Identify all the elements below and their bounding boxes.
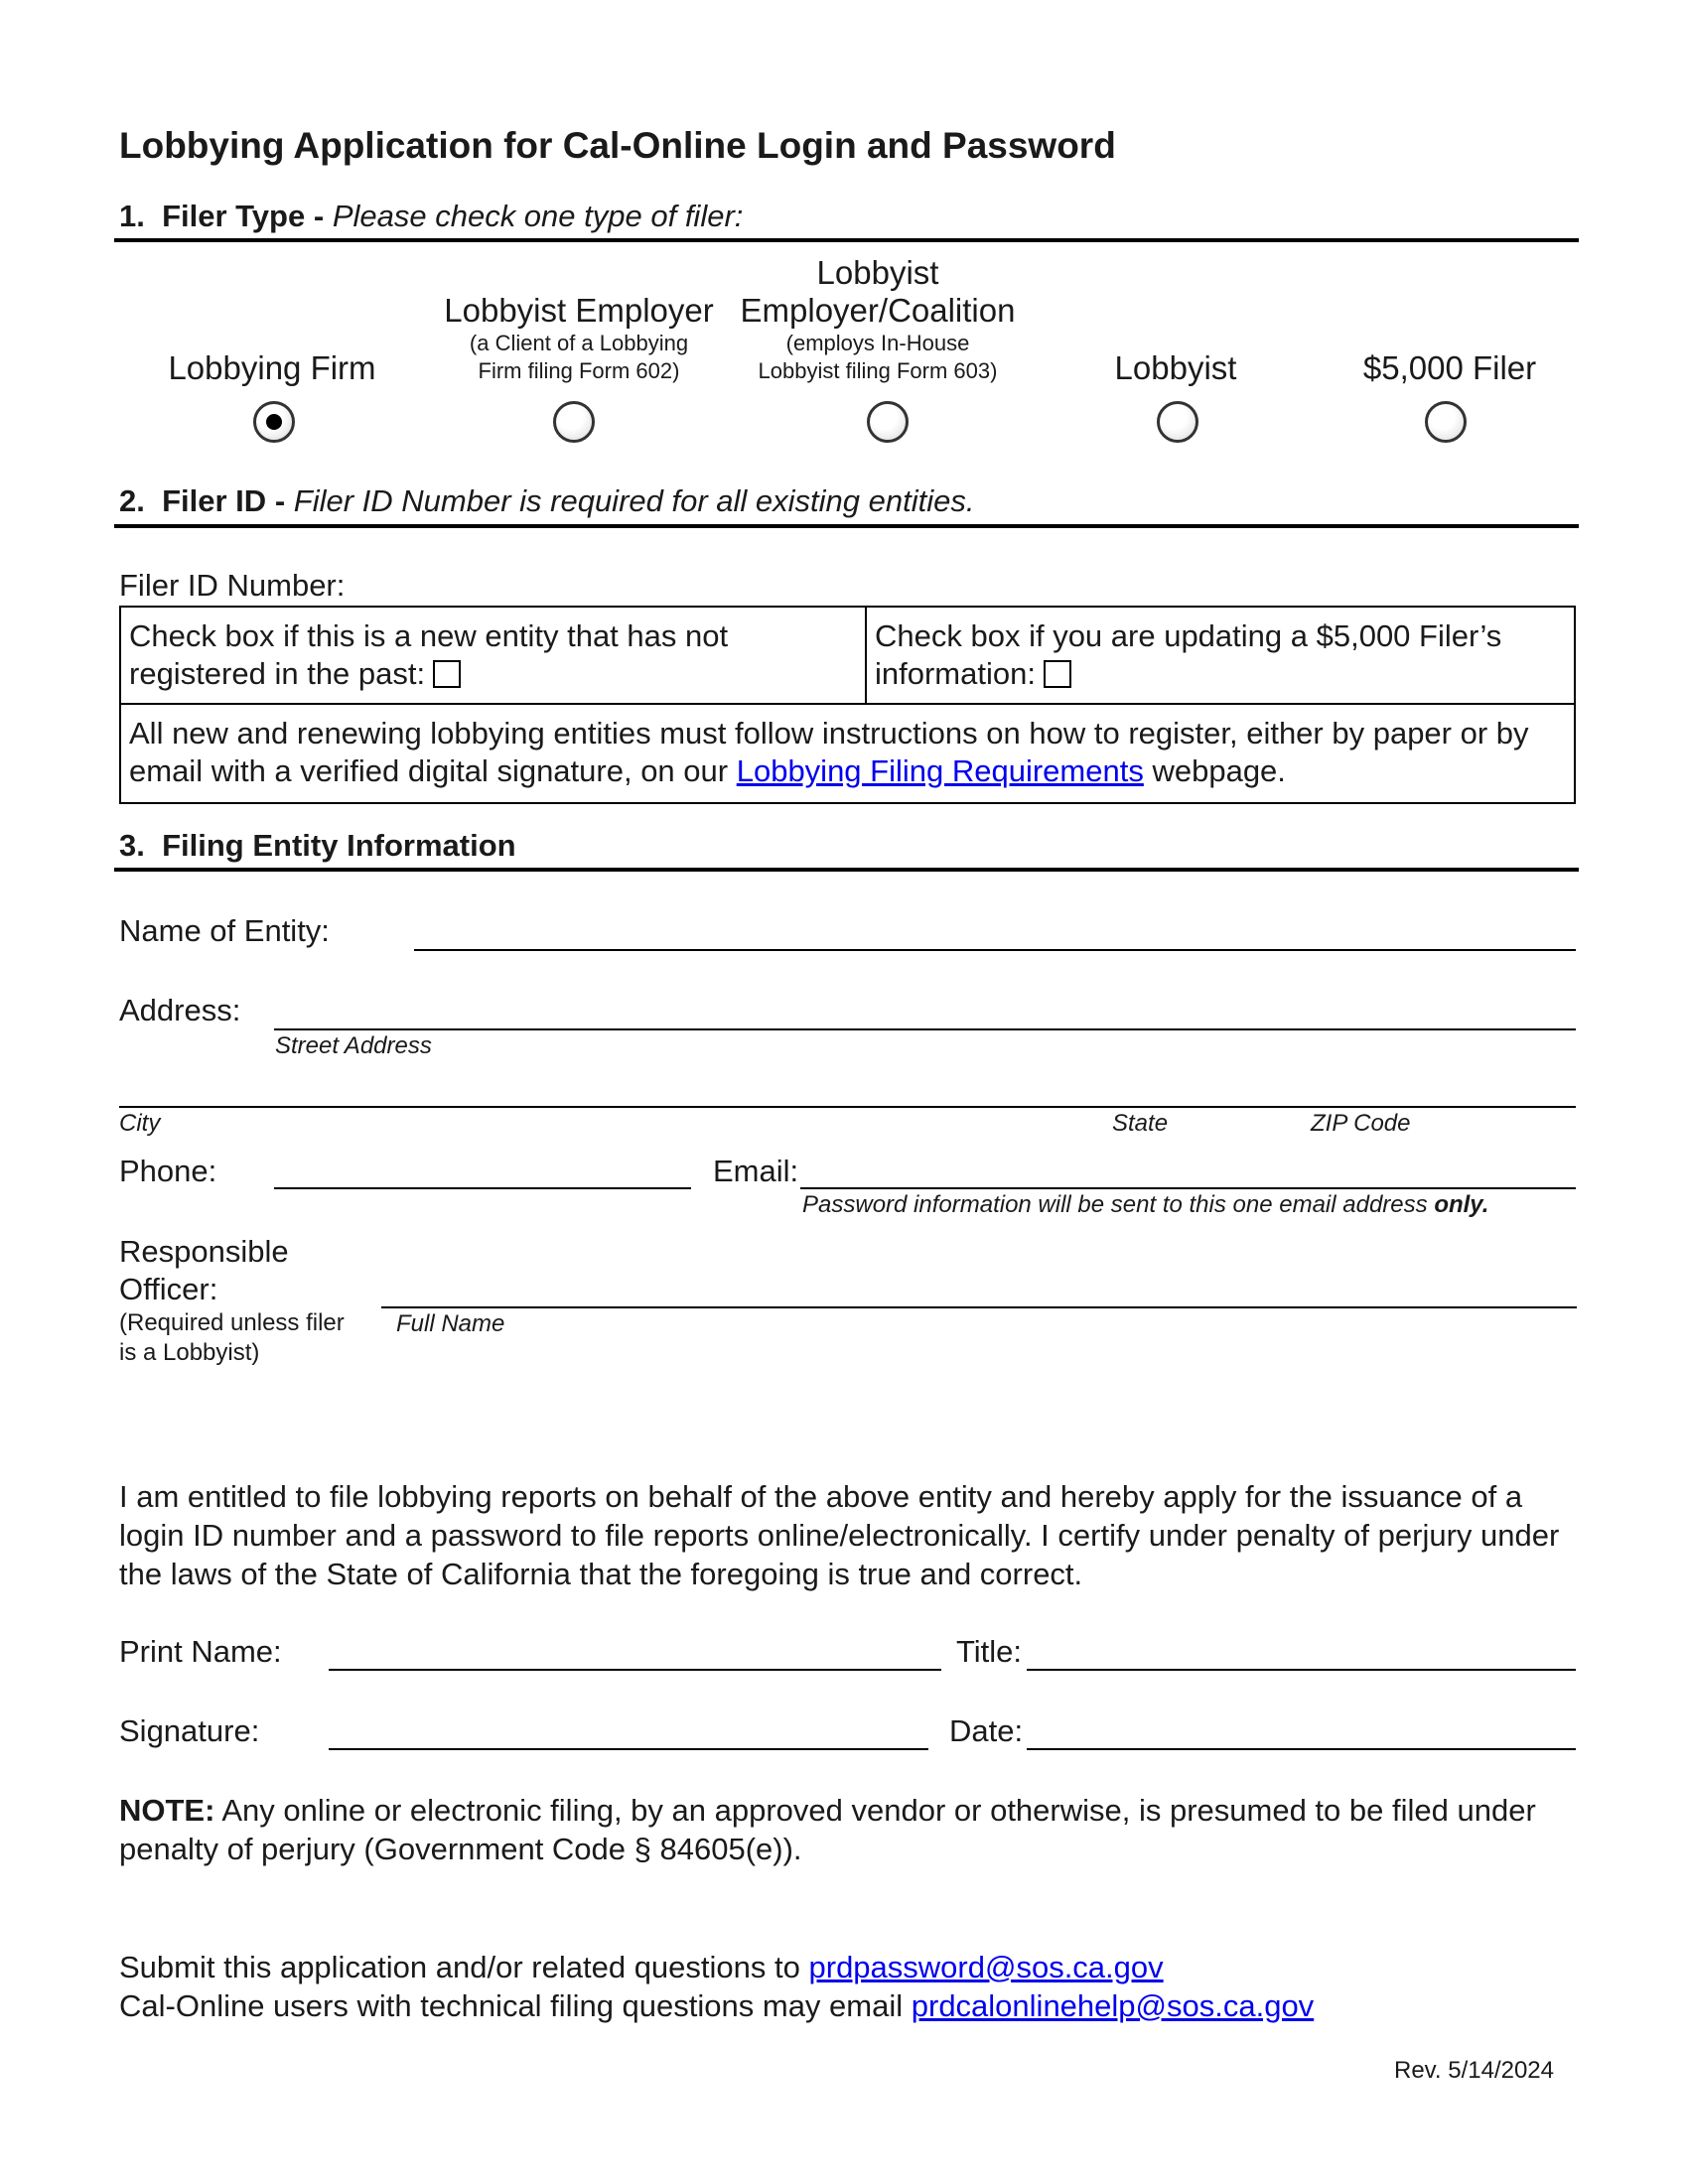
prdcalonlinehelp-email-link[interactable]: prdcalonlinehelp@sos.ca.gov [911,1988,1315,2023]
state-caption: State [1112,1110,1169,1137]
section-2-header: 2. Filer ID - Filer ID Number is required for all existing entities. [119,483,975,518]
registration-instructions: All new and renewing lobbying entities must follow instructions on how to register, either by paper or by email with a verified digital signature, on our Lobbying Filing Requirements webpage. [129,716,1529,788]
name-of-entity-field[interactable] [414,949,1576,951]
radio-5000-filer[interactable] [1425,401,1467,443]
radio-lobbyist-employer-coalition[interactable] [867,401,909,443]
name-of-entity-label: Name of Entity: [119,913,330,948]
email-field[interactable] [800,1187,1576,1189]
print-name-field[interactable] [329,1669,941,1671]
section-3-rule [114,868,1579,872]
radio-lobbying-firm[interactable] [253,401,295,443]
page-title: Lobbying Application for Cal-Online Login and Password [119,125,1116,166]
new-entity-cell: Check box if this is a new entity that has not registered in the past: [129,618,729,691]
date-field[interactable] [1027,1748,1576,1750]
signature-field[interactable] [329,1748,928,1750]
revision-date: Rev. 5/14/2024 [1394,2057,1555,2084]
full-name-caption: Full Name [396,1310,505,1337]
zip-caption: ZIP Code [1311,1110,1411,1137]
responsible-officer-field[interactable] [381,1306,1577,1308]
city-state-zip-field[interactable] [119,1106,1576,1108]
option-lobbying-firm: Lobbying Firm [168,349,376,386]
section-1-rule [114,238,1579,242]
street-address-caption: Street Address [275,1032,432,1059]
section-3-header: 3. Filing Entity Information [119,828,516,863]
prdpassword-email-link[interactable]: prdpassword@sos.ca.gov [808,1950,1164,1984]
title-field[interactable] [1027,1669,1576,1671]
option-lobbyist: Lobbyist [1114,349,1237,386]
city-caption: City [119,1110,161,1137]
street-address-field[interactable] [274,1028,1576,1030]
radio-lobbyist[interactable] [1157,401,1198,443]
certification-statement: I am entitled to file lobbying reports on behalf of the above entity and hereby apply for the issuance of a login ID number and a password to file reports online/electronically. I certify under penalty of perjury under the laws of the State of California that the foregoing is true and correct. [119,1479,1560,1591]
radio-lobbyist-employer[interactable] [553,401,595,443]
signature-label: Signature: [119,1713,260,1748]
contact-info: Submit this application and/or related questions to prdpassword@sos.ca.gov Cal-Online users with technical filing questions may email prdcalonlinehelp@sos.ca.gov [119,1950,1315,2023]
responsible-officer-label: Responsible Officer: [119,1234,289,1306]
update-filer-cell: Check box if you are updating a $5,000 Filer’s information: [875,618,1502,691]
print-name-label: Print Name: [119,1634,282,1669]
lobbying-filing-requirements-link[interactable]: Lobbying Filing Requirements [736,753,1144,788]
new-entity-checkbox[interactable] [433,660,461,688]
section-2-rule [114,524,1579,528]
update-filer-checkbox[interactable] [1044,660,1071,688]
section-1-header: 1. Filer Type - Please check one type of filer: [119,199,744,233]
phone-field[interactable] [274,1187,691,1189]
perjury-note: NOTE: Any online or electronic filing, by an approved vendor or otherwise, is presumed to be filed under penalty of perjury (Government Code § 84605(e)). [119,1793,1536,1866]
address-label: Address: [119,993,241,1027]
email-note: Password information will be sent to this one email address only. [802,1191,1489,1218]
email-label: Email: [713,1154,799,1188]
option-lobbyist-employer: Lobbyist Employer (a Client of a Lobbying Firm filing Form 602) [444,292,714,383]
option-lobbyist-employer-coalition: Lobbyist Employer/Coalition (employs In-House Lobbyist filing Form 603) [740,254,1016,383]
date-label: Date: [949,1713,1024,1748]
responsible-officer-note: (Required unless filer is a Lobbyist) [119,1309,345,1366]
title-label: Title: [956,1634,1023,1669]
filer-id-label: Filer ID Number: [119,568,346,603]
phone-label: Phone: [119,1154,217,1188]
option-5000-filer: $5,000 Filer [1362,349,1537,386]
